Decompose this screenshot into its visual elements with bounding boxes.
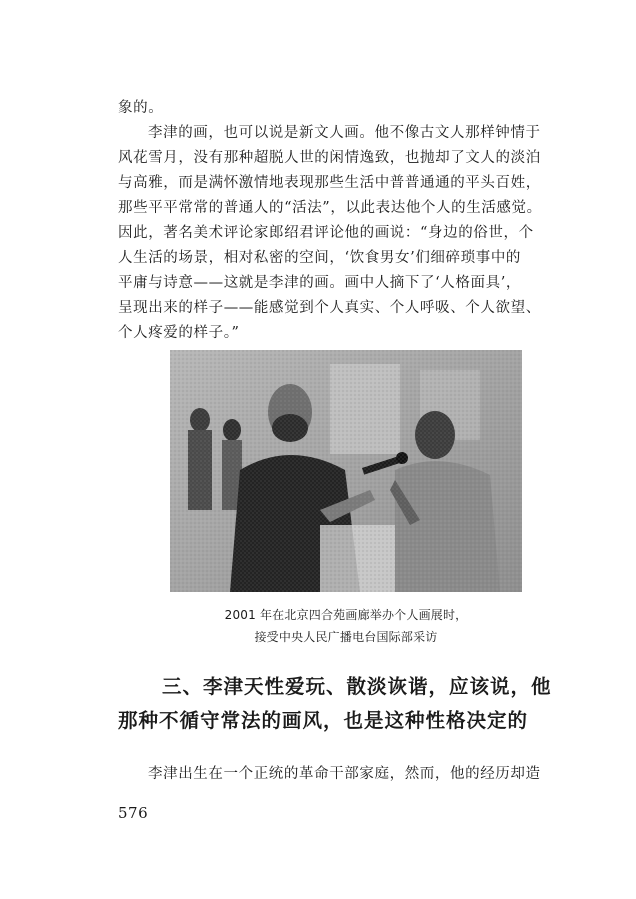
- paragraph-line: 平庸与诗意——这就是李津的画。画中人摘下了‘人格面具’，: [118, 275, 522, 291]
- intro-line-block: [118, 96, 580, 121]
- paragraph-line: 因此，著名美术评论家郎绍君评论他的画说：“身边的俗世，个: [118, 225, 534, 241]
- paragraph-line: 个人疼爱的样子。”: [118, 325, 240, 341]
- paragraph-line: 人生活的场景，相对私密的空间，‘饮食男女’们细碎琐事中的: [118, 250, 522, 266]
- intro-line: 象的。: [118, 100, 164, 116]
- closing-line: 李津出生在一个正统的革命干部家庭，然而，他的经历却造: [148, 766, 541, 782]
- photo-caption: [170, 604, 522, 648]
- paragraph-line: 呈现出来的样子——能感觉到个人真实、个人呼吸、个人欲望、: [118, 300, 541, 316]
- page-number: 576: [118, 804, 149, 822]
- paragraph-line: 那些平平常常的普通人的“活法”，以此表达他个人的生活感觉。: [118, 200, 542, 216]
- interview-photo-illustration: [170, 350, 522, 592]
- paragraph-line: 李津的画，也可以说是新文人画。他不像古文人那样钟情于: [148, 125, 541, 141]
- main-paragraph: [118, 121, 580, 346]
- closing-paragraph: [118, 762, 580, 787]
- section-heading-line: 三、李津天性爱玩、散淡诙谐，应该说，他: [162, 675, 552, 698]
- section-heading: [118, 670, 588, 738]
- paragraph-line: 与高雅，而是满怀激情地表现那些生活中普普通通的平头百姓，: [118, 175, 541, 191]
- section-heading-line: 那种不循守常法的画风，也是这种性格决定的: [118, 709, 529, 732]
- caption-line: 接受中央人民广播电台国际部采访: [254, 630, 438, 644]
- caption-line: 2001 年在北京四合苑画廊举办个人画展时，: [224, 608, 468, 622]
- interview-photo: [170, 350, 522, 592]
- paragraph-line: 风花雪月，没有那种超脱人世的闲情逸致，也抛却了文人的淡泊: [118, 150, 541, 166]
